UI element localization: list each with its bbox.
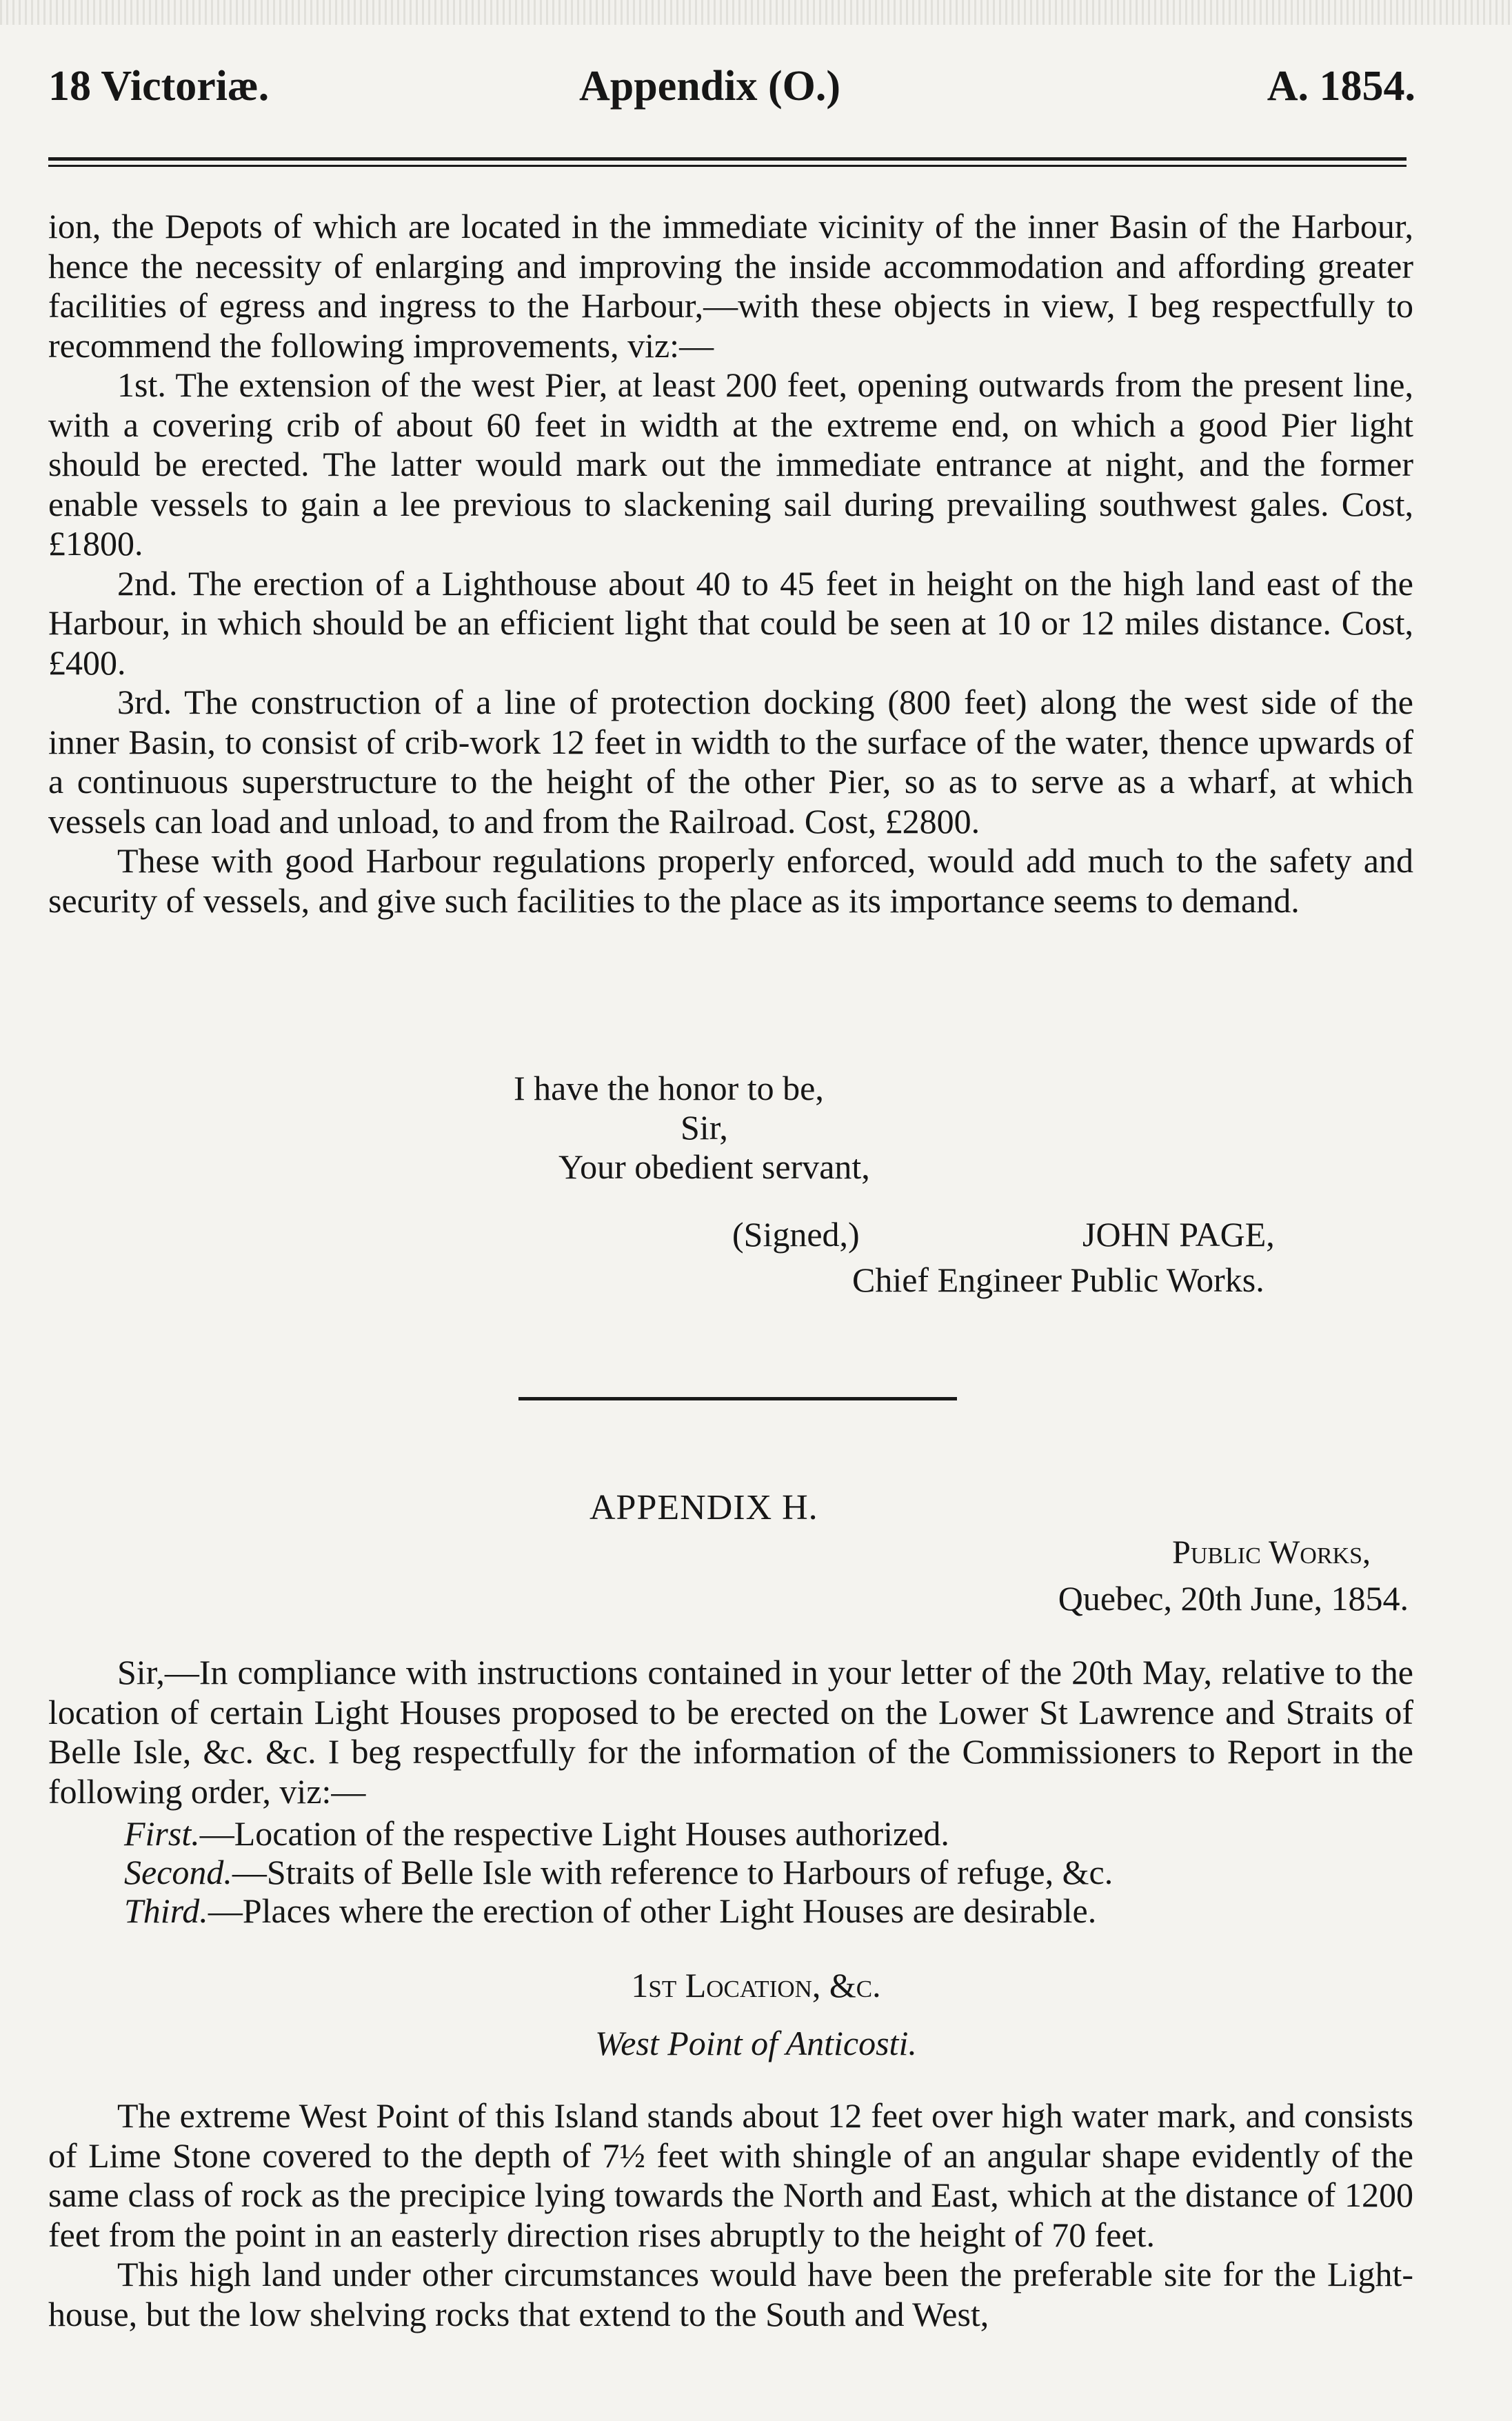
list-item-first: First.—Location of the respective Light Houses authorized. [124, 1814, 949, 1853]
scan-noise-band [0, 0, 1512, 25]
closing-line-3: Your obedient servant, [558, 1147, 870, 1186]
paragraph-third-improvement: 3rd. The construction of a line of protection docking (800 feet) along the west side of the inner Basin, to consist of crib-work 12 feet in width to the surface of the water, thence upwards of a continuous superstructure to the height of the other Pier, so as to serve as a wharf, at which vessels can load and unload, to and from the Railroad. Cost, £2800. [48, 683, 1413, 841]
section-subheading: West Point of Anticosti. [595, 2024, 917, 2062]
list-item-second: Second.—Straits of Belle Isle with reference to Harbours of refuge, &c. [124, 1853, 1113, 1891]
closing-line-1: I have the honor to be, [514, 1069, 824, 1107]
paragraph-intro: Sir,—In compliance with instructions contained in your letter of the 20th May, relative to the location of certain Light Houses proposed to be erected on the Lower St Lawrence and Straits of Belle Isle, &c. &c. I beg respectfully for the information of the Commissioners to Report in the following order, viz:— [48, 1653, 1413, 1811]
anticosti-body [48, 2096, 1413, 2334]
report-order-list [48, 1814, 1113, 1930]
header-year: A. 1854. [1267, 63, 1415, 110]
paragraph-second-improvement: 2nd. The erection of a Lighthouse about 40 to 45 feet in height on the high land east of the Harbour, in which should be an efficient light that could be seen at 10 or 12 miles distance. Cost, £400. [48, 563, 1413, 682]
paragraph-first-improvement: 1st. The extension of the west Pier, at least 200 feet, opening outwards from the present line, with a covering crib of about 60 feet in width at the extreme end, on which a good Pier light should be erected. The latter would mark out the immediate entrance at night, and the former enable vessels to gain a lee previous to slackening sail during prevailing southwest gales. Cost, £1800. [48, 365, 1413, 563]
section-heading: 1st Location, &c. [631, 1966, 881, 2005]
list-item-third: Third.—Places where the erection of other Light Houses are desirable. [124, 1891, 1097, 1930]
closing-line-2: Sir, [681, 1108, 728, 1147]
header-double-rule [48, 157, 1407, 170]
paragraph-continuation: ion, the Depots of which are located in the immediate vicinity of the inner Basin of the Harbour, hence the necessity of enlarging and improving the inside accommodation and affording greater facilities of egress and ingress to the Harbour,—with these objects in view, I beg respectfully to recommend the following improvements, viz:— [48, 207, 1413, 365]
paragraph-west-point: The extreme West Point of this Island stands about 12 feet over high water mark, and consists of Lime Stone covered to the depth of 7½ feet with shingle of an angular shape evidently of the same class of rock as the precipice lying towards the North and East, which at the distance of 1200 feet from the point in an easterly direction rises abruptly to the height of 70 feet. [48, 2096, 1413, 2254]
paragraph-high-land: This high land under other circumstances would have been the preferable site for the Light-house, but the low shelving rocks that extend to the South and West, [48, 2255, 1413, 2333]
signatory-name: JOHN PAGE, [1082, 1215, 1275, 1254]
appendix-intro-block [48, 1653, 1413, 1811]
paragraph-conclusion: These with good Harbour regulations properly enforced, would add much to the safety and security of vessels, and give such facilities to the place as its importance seems to demand. [48, 841, 1413, 920]
signatory-title: Chief Engineer Public Works. [852, 1260, 1264, 1299]
section-separator-rule [518, 1397, 957, 1400]
dateline-office: Public Works, [1172, 1534, 1371, 1571]
letter-body [48, 207, 1413, 921]
running-header [48, 62, 1415, 117]
dateline-place-date: Quebec, 20th June, 1854. [1058, 1579, 1409, 1618]
header-appendix: Appendix (O.) [579, 63, 840, 110]
signed-label: (Signed,) [732, 1215, 860, 1254]
appendix-heading: APPENDIX H. [589, 1488, 818, 1527]
header-session: 18 Victoriæ. [48, 63, 270, 110]
